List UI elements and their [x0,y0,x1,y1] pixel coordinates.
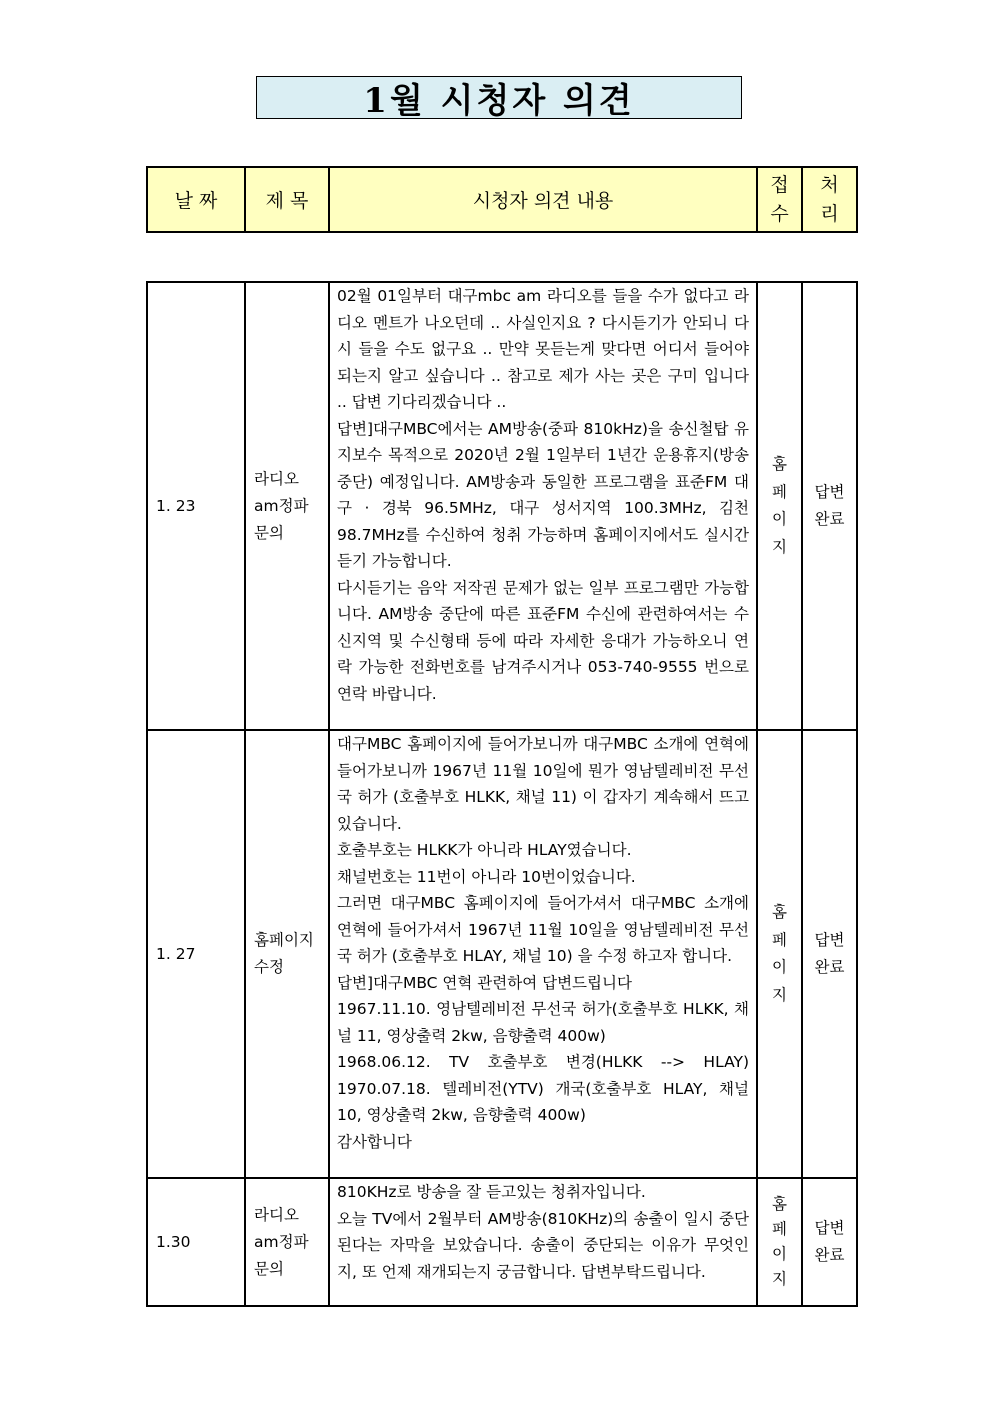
received-char: 홈 [772,903,787,921]
row-subject-line: 라디오 [254,469,299,488]
processed-line: 완료 [814,1246,845,1264]
content-paragraph: 02월 01일부터 대구mbc am 라디오를 들을 수가 없다고 라디오 멘트가 나오던데 .. 사실인지요 ? 다시듣기가 안되니 다시 들을 수도 없구요 .. 만약 못듣는게 맞다면 어디서 들어야 되는지 알고 싶습니다 .. 참고로 제가 사는 곳은 구미 입니다 .. 답변 기다리겠습니다 .. [337,287,749,411]
row-subject-line: am정파 [254,496,309,515]
row-processed [802,282,857,730]
header-received-char: 수 [770,202,789,225]
row-content [329,1178,757,1306]
processed-line: 답변 [814,1219,845,1237]
received-char: 이 [772,958,787,976]
content-paragraph: 1967.11.10. 영남텔레비전 무선국 허가(호출부호 HLKK, 채널 11, 영상출력 2kw, 음향출력 400w) [337,1000,749,1045]
row-content [329,730,757,1178]
row-date: 1. 27 [147,730,245,1178]
row-subject-line: 수정 [254,958,284,976]
row-received [757,730,802,1178]
received-char: 홈 [772,455,787,473]
table-row [147,1178,857,1306]
row-subject [245,282,329,730]
processed-line: 답변 [814,931,845,949]
row-subject [245,1178,329,1306]
header-table [146,166,858,233]
table-row [147,730,857,1178]
page-title: 1월 시청자 의견 [256,76,742,119]
row-processed [802,1178,857,1306]
row-received [757,282,802,730]
content-paragraph: 호출부호는 HLKK가 아니라 HLAY였습니다. [337,841,632,859]
row-subject [245,730,329,1178]
row-received [757,1178,802,1306]
header-received [757,167,802,232]
opinion-table [146,281,858,1307]
row-subject-line: 라디오 [254,1205,299,1224]
content-paragraph: 채널번호는 11번이 아니라 10번이었습니다. [337,867,636,886]
row-date: 1. 23 [147,282,245,730]
row-processed [802,730,857,1178]
content-paragraph: 답변]대구MBC에서는 AM방송(중파 810kHz)을 송신철탑 유지보수 목적으로 2020년 2월 1일부터 1년간 운용휴지(방송중단) 예정입니다. AM방송과 동일한 프로그램을 표준FM 대구 · 경북 96.5MHz, 대구 성서지역 100.3MHz, 김천 98.7MHz를 수신하여 청취 가능하며 홈페이지에서도 실시간 듣기 가능합니다. [337,419,749,570]
header-processed [802,167,857,232]
processed-line: 완료 [814,958,845,976]
row-subject-line: am정파 [254,1232,309,1251]
received-char: 지 [772,1270,787,1288]
header-subject: 제 목 [245,167,329,232]
received-char: 페 [772,930,787,949]
received-char: 페 [772,482,787,501]
table-row [147,282,857,730]
received-char: 이 [772,510,787,528]
received-char: 홈 [772,1195,787,1213]
content-paragraph: 다시듣기는 음악 저작권 문제가 없는 일부 프로그램만 가능합니다. AM방송 중단에 따른 표준FM 수신에 관련하여서는 수신지역 및 수신형태 등에 따라 자세한 응대가 가능하오니 연락 가능한 전화번호를 남겨주시거나 053-740-9555 번으로 연락 바랍니다. [337,578,749,703]
content-paragraph: 감사합니다 [337,1132,412,1151]
received-char: 지 [772,985,787,1004]
processed-line: 완료 [814,510,845,528]
header-processed-char: 처 [820,173,839,196]
received-char: 페 [772,1220,787,1238]
content-paragraph: 그러면 대구MBC 홈페이지에 들어가셔서 대구MBC 소개에 연혁에 들어가셔서 1967년 11월 10일을 영남텔레비전 무선국 허가 (호출부호 HLAY, 채널 10) 을 수정 하고자 합니다. [337,894,749,965]
content-paragraph: 답변]대구MBC 연혁 관련하여 답변드립니다 [337,973,632,992]
received-char: 이 [772,1245,787,1263]
row-subject-line: 홈페이지 [254,931,314,949]
header-row [147,167,857,232]
received-char: 지 [772,537,787,556]
row-date: 1.30 [147,1178,245,1306]
row-content [329,282,757,730]
header-processed-char: 리 [820,202,839,225]
row-subject-line: 문의 [254,523,284,542]
row-subject-line: 문의 [254,1259,284,1278]
header-content: 시청자 의견 내용 [329,167,757,232]
content-paragraph: 810KHz로 방송을 잘 듣고있는 청취자입니다. [337,1183,646,1201]
content-paragraph: 오늘 TV에서 2월부터 AM방송(810KHz)의 송출이 일시 중단된다는 자막을 보았습니다. 송출이 중단되는 이유가 무엇인지, 또 언제 재개되는지 궁금합니다. 답변부탁드립니다. [337,1209,749,1281]
processed-line: 답변 [814,483,845,501]
content-paragraph: 1968.06.12. TV 호출부호 변경(HLKK --> HLAY) 1970.07.18. 텔레비전(YTV) 개국(호출부호 HLAY, 채널 10, 영상출력 2kw, 음향출력 400w) [337,1053,749,1124]
content-paragraph: 대구MBC 홈페이지에 들어가보니까 대구MBC 소개에 연혁에 들어가보니까 1967년 11월 10일에 뭔가 영남텔레비전 무선국 허가 (호출부호 HLKK, 채널 11) 이 갑자기 계속해서 뜨고 있습니다. [337,735,749,833]
header-date: 날 짜 [147,167,245,232]
header-received-char: 접 [770,173,789,196]
